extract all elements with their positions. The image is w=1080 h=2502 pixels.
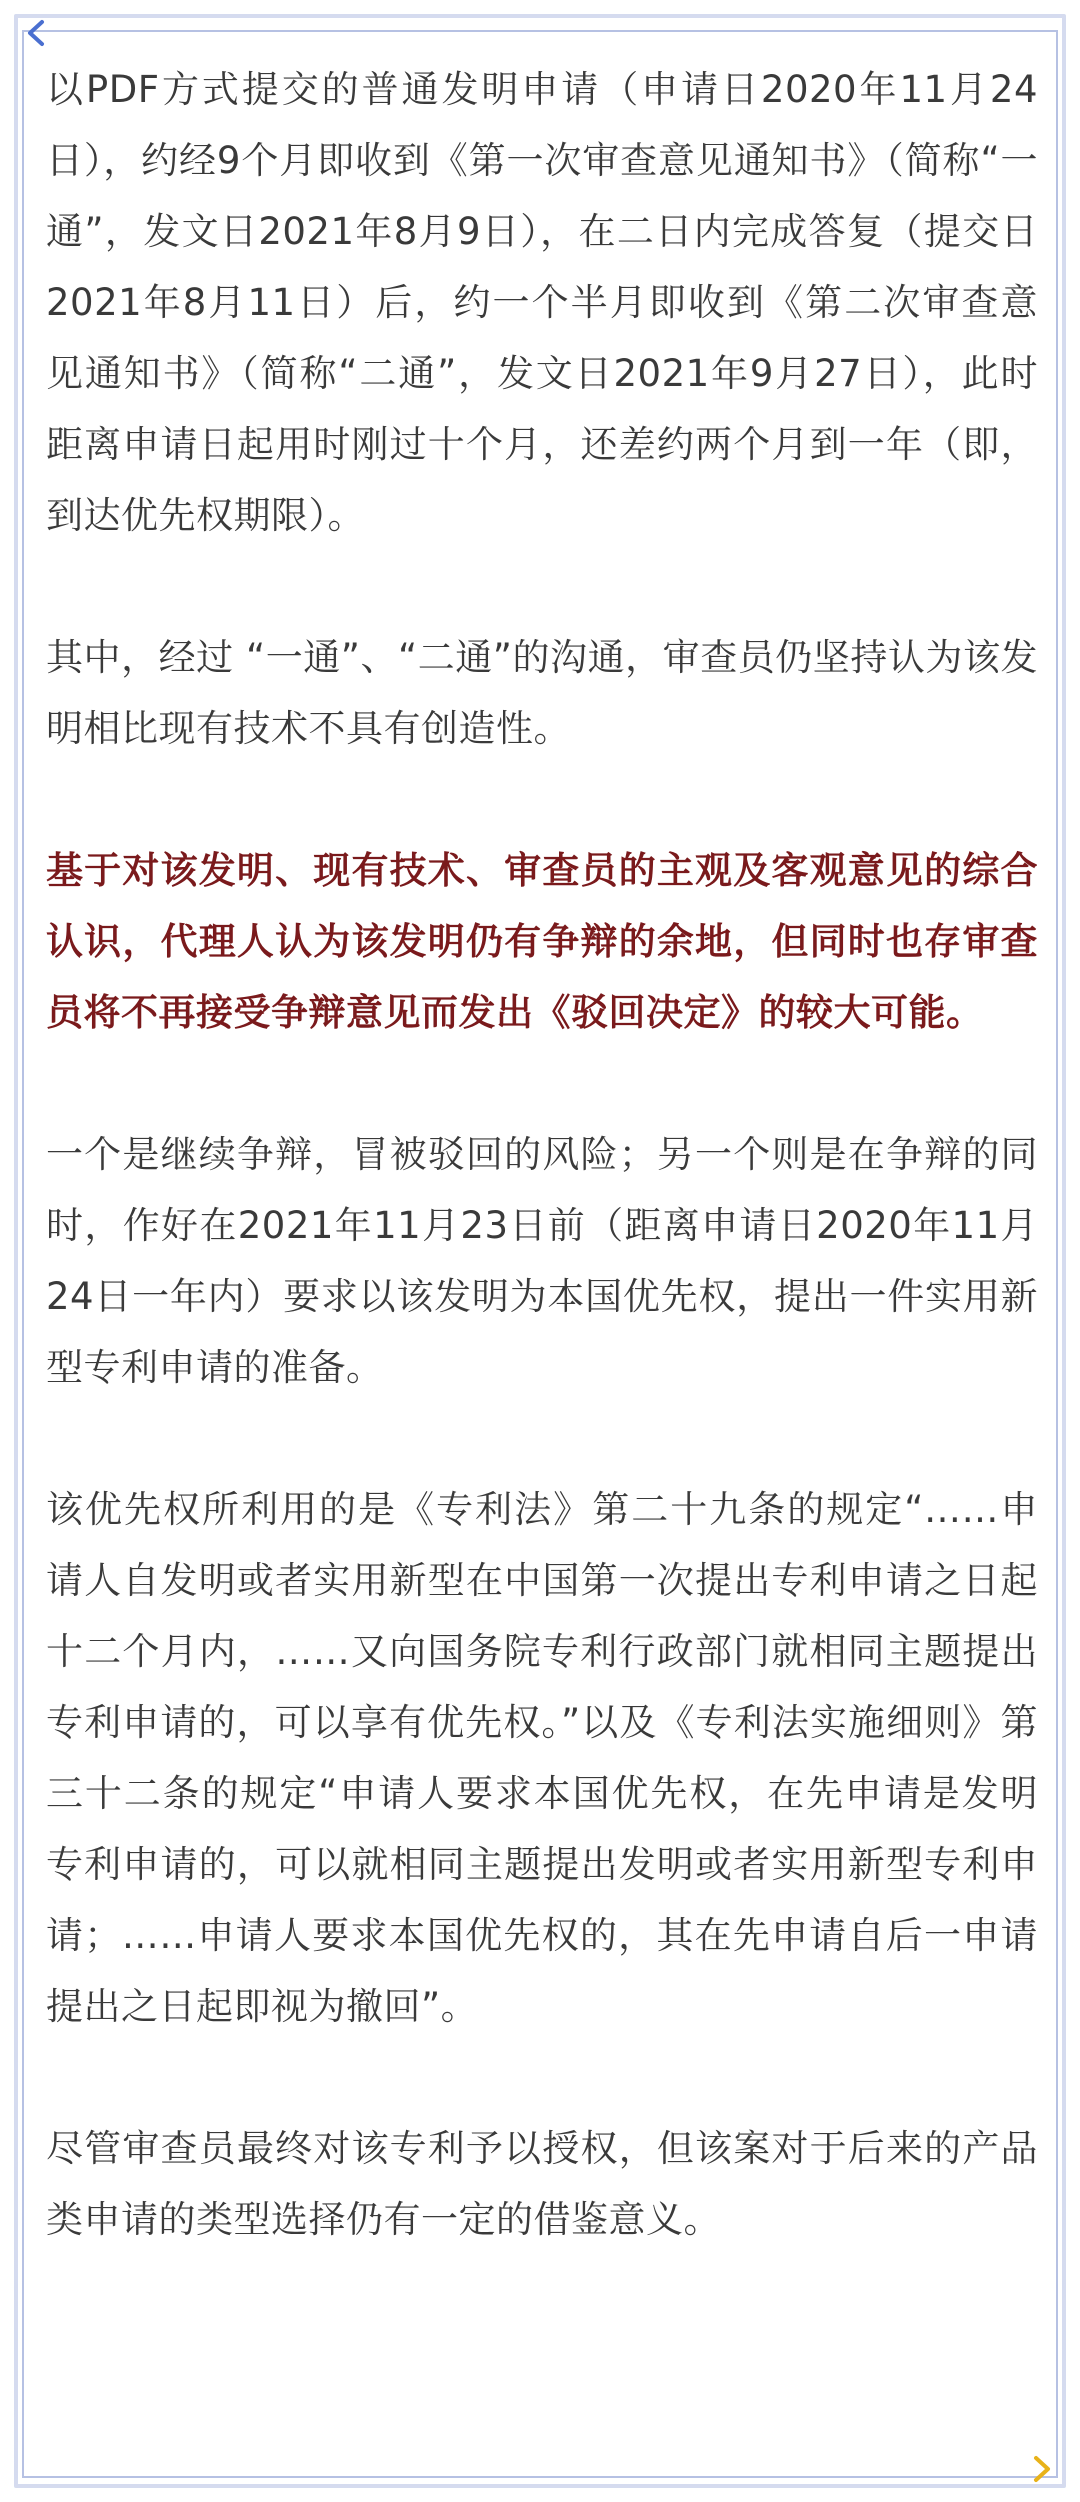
chevron-left-icon [22, 18, 52, 48]
paragraph-examiner-opinion: 其中，经过 “一通”、“二通”的沟通，审查员仍坚持认为该发明相比现有技术不具有创造性。 [46, 636, 1038, 750]
paragraph-strategy: 一个是继续争辩，冒被驳回的风险；另一个则是在争辩的同时，作好在2021年11月23日前（距离申请日2020年11月24日一年内）要求以该发明为本国优先权，提出一件实用新型专利申请的准备。 [46, 1133, 1038, 1389]
paragraph-timeline: 以PDF方式提交的普通发明申请（申请日2020年11月24日），约经9个月即收到《第一次审查意见通知书》（简称“一通”，发文日2021年8月9日），在二日内完成答复（提交日2021年8月11日）后，约一个半月即收到《第二次审查意见通知书》（简称“二通”，发文日2021年9月27日），此时距离申请日起用时刚过十个月，还差约两个月到一年（即，到达优先权期限）。 [46, 68, 1038, 537]
paragraph-conclusion: 尽管审查员最终对该专利予以授权，但该案对于后来的产品类申请的类型选择仍有一定的借鉴意义。 [46, 2127, 1038, 2241]
article-body [46, 54, 1038, 2255]
paragraph-emphasis: 基于对该发明、现有技术、审查员的主观及客观意见的综合认识，代理人认为该发明仍有争辩的余地，但同时也存审查员将不再接受争辩意见而发出《驳回决定》的较大可能。 [46, 849, 1038, 1034]
chevron-right-icon [1026, 2454, 1056, 2484]
paragraph-legal-basis: 该优先权所利用的是《专利法》第二十九条的规定“……申请人自发明或者实用新型在中国第一次提出专利申请之日起十二个月内，……又向国务院专利行政部门就相同主题提出专利申请的，可以享有优先权。”以及《专利法实施细则》第三十二条的规定“申请人要求本国优先权，在先申请是发明专利申请的，可以就相同主题提出发明或者实用新型专利申请；……申请人要求本国优先权的，其在先申请自后一申请提出之日起即视为撤回”。 [46, 1488, 1038, 2028]
